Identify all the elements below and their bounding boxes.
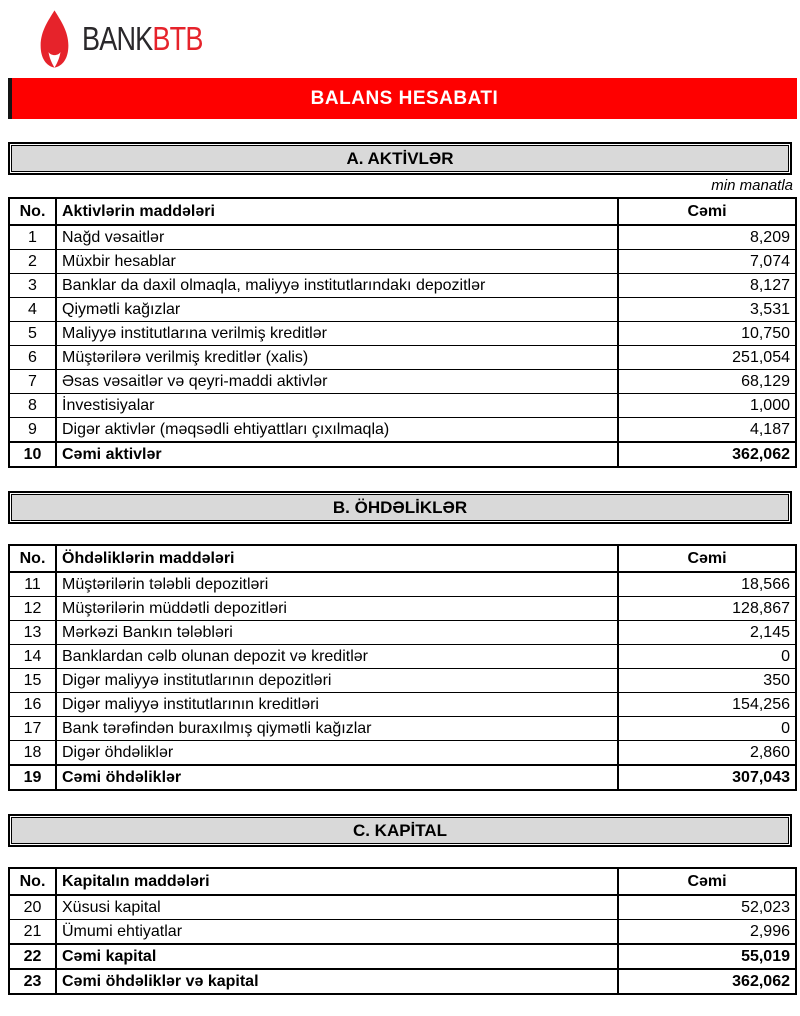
row-no: 8 [9, 394, 56, 418]
row-item: Digər maliyyə institutlarının kreditləri [56, 693, 618, 717]
row-no: 15 [9, 669, 56, 693]
row-no: 12 [9, 597, 56, 621]
row-value: 251,054 [618, 346, 796, 370]
section-title-liabilities: B. ÖHDƏLİKLƏR [11, 494, 789, 521]
row-value: 68,129 [618, 370, 796, 394]
row-no: 11 [9, 572, 56, 597]
section-header-liabilities [8, 491, 792, 524]
column-header-no: No. [9, 545, 56, 572]
row-no: 10 [9, 442, 56, 467]
table-row [9, 274, 796, 298]
table-row [9, 717, 796, 741]
row-no: 19 [9, 765, 56, 790]
flame-icon [36, 10, 73, 68]
row-item: Əsas vəsaitlər və qeyri-maddi aktivlər [56, 370, 618, 394]
column-header-item: Kapitalın maddələri [56, 868, 618, 895]
table-row [9, 944, 796, 969]
row-value: 7,074 [618, 250, 796, 274]
row-item: Mərkəzi Bankın tələbləri [56, 621, 618, 645]
row-item: Qiymətli kağızlar [56, 298, 618, 322]
row-no: 22 [9, 944, 56, 969]
row-no: 4 [9, 298, 56, 322]
row-no: 16 [9, 693, 56, 717]
row-item: İnvestisiyalar [56, 394, 618, 418]
column-header-item: Öhdəliklərin maddələri [56, 545, 618, 572]
row-value: 18,566 [618, 572, 796, 597]
row-item: Müxbir hesablar [56, 250, 618, 274]
table-row [9, 225, 796, 250]
table-header-row [9, 198, 796, 225]
table-row [9, 895, 796, 920]
row-no: 7 [9, 370, 56, 394]
table-row [9, 250, 796, 274]
liabilities-table [8, 544, 797, 791]
row-no: 18 [9, 741, 56, 766]
table-row [9, 741, 796, 766]
row-no: 14 [9, 645, 56, 669]
row-item: Bank tərəfindən buraxılmış qiymətli kağızlar [56, 717, 618, 741]
row-no: 21 [9, 920, 56, 945]
row-item: Cəmi öhdəliklər və kapital [56, 969, 618, 994]
row-value: 8,127 [618, 274, 796, 298]
assets-table [8, 197, 797, 468]
bank-logo [0, 0, 800, 70]
row-value: 52,023 [618, 895, 796, 920]
row-no: 3 [9, 274, 56, 298]
row-value: 362,062 [618, 442, 796, 467]
logo-bank-word: BANK [82, 20, 153, 57]
table-row [9, 969, 796, 994]
column-header-total: Cəmi [618, 868, 796, 895]
row-no: 23 [9, 969, 56, 994]
row-value: 3,531 [618, 298, 796, 322]
table-row [9, 394, 796, 418]
report-title-banner [8, 78, 797, 119]
column-header-total: Cəmi [618, 198, 796, 225]
row-no: 6 [9, 346, 56, 370]
table-row [9, 669, 796, 693]
column-header-item: Aktivlərin maddələri [56, 198, 618, 225]
row-no: 20 [9, 895, 56, 920]
section-title-capital: C. KAPİTAL [11, 817, 789, 844]
table-row [9, 765, 796, 790]
row-value: 350 [618, 669, 796, 693]
table-row [9, 418, 796, 443]
table-row [9, 346, 796, 370]
row-item: Ümumi ehtiyatlar [56, 920, 618, 945]
table-row [9, 645, 796, 669]
section-title-assets: A. AKTİVLƏR [11, 145, 789, 172]
row-item: Müştərilərin tələbli depozitləri [56, 572, 618, 597]
row-no: 9 [9, 418, 56, 443]
capital-table [8, 867, 797, 995]
row-value: 1,000 [618, 394, 796, 418]
row-item: Cəmi öhdəliklər [56, 765, 618, 790]
row-item: Digər öhdəliklər [56, 741, 618, 766]
row-item: Maliyyə institutlarına verilmiş kreditlər [56, 322, 618, 346]
row-item: Cəmi aktivlər [56, 442, 618, 467]
row-no: 13 [9, 621, 56, 645]
row-value: 8,209 [618, 225, 796, 250]
table-row [9, 442, 796, 467]
row-value: 4,187 [618, 418, 796, 443]
row-item: Müştərilərə verilmiş kreditlər (xalis) [56, 346, 618, 370]
table-row [9, 572, 796, 597]
section-header-capital [8, 814, 792, 847]
table-row [9, 370, 796, 394]
row-value: 55,019 [618, 944, 796, 969]
table-row [9, 621, 796, 645]
bank-logo-text [82, 10, 203, 68]
table-header-row [9, 868, 796, 895]
row-value: 10,750 [618, 322, 796, 346]
row-value: 2,996 [618, 920, 796, 945]
row-no: 5 [9, 322, 56, 346]
column-header-no: No. [9, 868, 56, 895]
row-item: Banklardan cəlb olunan depozit və kreditlər [56, 645, 618, 669]
column-header-total: Cəmi [618, 545, 796, 572]
row-value: 2,145 [618, 621, 796, 645]
row-value: 307,043 [618, 765, 796, 790]
row-value: 2,860 [618, 741, 796, 766]
table-row [9, 920, 796, 945]
row-no: 2 [9, 250, 56, 274]
row-item: Banklar da daxil olmaqla, maliyyə institutlarındakı depozitlər [56, 274, 618, 298]
report-title: BALANS HESABATI [310, 87, 499, 109]
row-value: 0 [618, 717, 796, 741]
row-item: Digər maliyyə institutlarının depozitləri [56, 669, 618, 693]
row-item: Xüsusi kapital [56, 895, 618, 920]
column-header-no: No. [9, 198, 56, 225]
table-row [9, 597, 796, 621]
row-item: Digər aktivlər (məqsədli ehtiyattları çıxılmaqla) [56, 418, 618, 443]
row-value: 0 [618, 645, 796, 669]
row-no: 1 [9, 225, 56, 250]
table-row [9, 322, 796, 346]
table-row [9, 298, 796, 322]
row-no: 17 [9, 717, 56, 741]
table-header-row [9, 545, 796, 572]
row-value: 154,256 [618, 693, 796, 717]
row-item: Nağd vəsaitlər [56, 225, 618, 250]
row-value: 362,062 [618, 969, 796, 994]
unit-note: min manatla [711, 177, 793, 194]
table-row [9, 693, 796, 717]
logo-btb-word: BTB [152, 20, 203, 57]
section-header-assets [8, 142, 792, 175]
row-item: Müştərilərin müddətli depozitləri [56, 597, 618, 621]
row-value: 128,867 [618, 597, 796, 621]
row-item: Cəmi kapital [56, 944, 618, 969]
